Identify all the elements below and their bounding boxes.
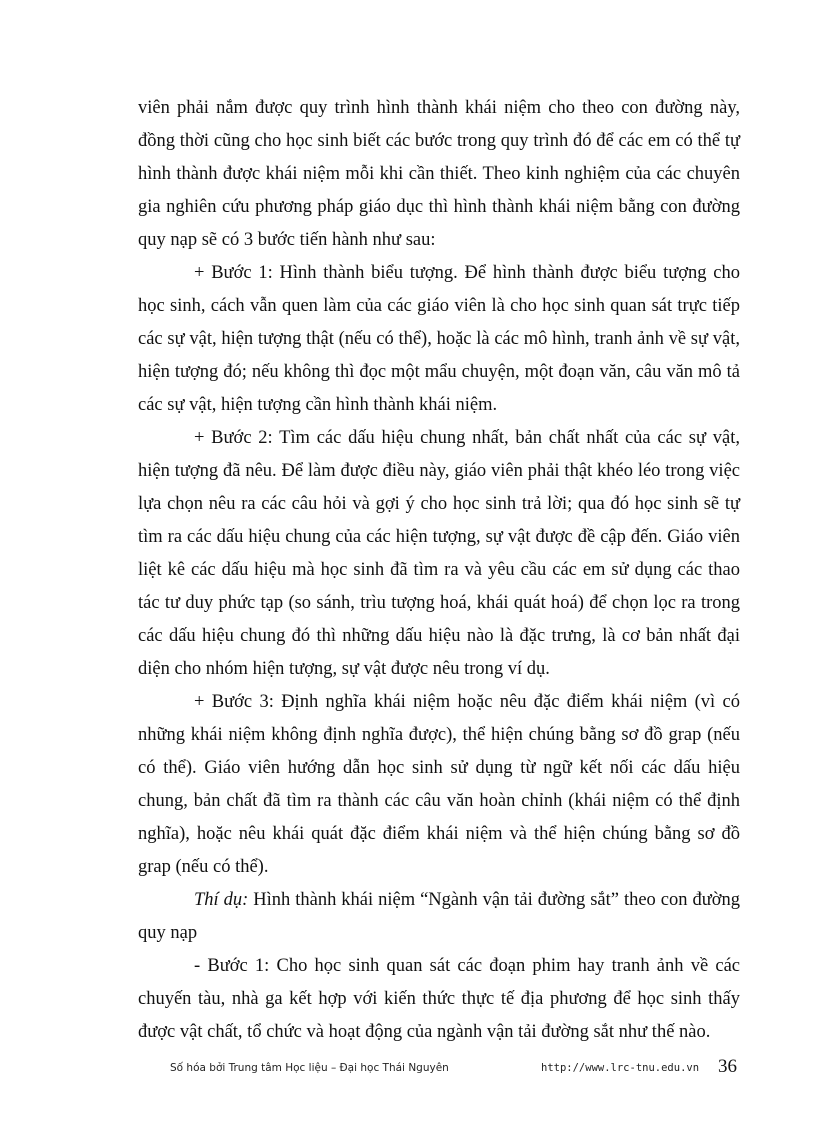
paragraph-example xyxy=(138,884,740,950)
body-text xyxy=(138,92,740,1049)
paragraph-intro: viên phải nắm được quy trình hình thành khái niệm cho theo con đường này, đồng thời cũng cho học sinh biết các bước trong quy trình đó để các em có thể tự hình thành được khái niệm mỗi khi cần thiết. Theo kinh nghiệm của các chuyên gia nghiên cứu phương pháp giáo dục thì hình thành khái niệm bằng con đường quy nạp sẽ có 3 bước tiến hành như sau: xyxy=(138,98,740,250)
page-number: 36 xyxy=(718,1056,737,1077)
example-text: Hình thành khái niệm “Ngành vận tải đường sắt” theo con đường quy nạp xyxy=(138,890,741,943)
footer-digitized-by: Số hóa bởi Trung tâm Học liệu – Đại học Thái Nguyên xyxy=(170,1062,449,1074)
paragraph-step-2: + Bước 2: Tìm các dấu hiệu chung nhất, bản chất nhất của các sự vật, hiện tượng đã nêu. Để làm được điều này, giáo viên phải thật khéo léo trong việc lựa chọn nêu ra các câu hỏi và gợi ý cho học sinh trả lời; qua đó học sinh sẽ tự tìm ra các dấu hiệu chung của các hiện tượng, sự vật được đề cập đến. Giáo viên liệt kê các dấu hiệu mà học sinh đã tìm ra và yêu cầu các em sử dụng các thao tác tư duy phức tạp (so sánh, trìu tượng hoá, khái quát hoá) để chọn lọc ra trong các dấu hiệu chung đó thì những dấu hiệu nào là đặc trưng, là cơ bản nhất đại diện cho nhóm hiện tượng, sự vật được nêu trong ví dụ. xyxy=(138,428,740,679)
example-label: Thí dụ: xyxy=(194,890,249,910)
paragraph-example-step-1: - Bước 1: Cho học sinh quan sát các đoạn phim hay tranh ảnh về các chuyến tàu, nhà ga kết hợp với kiến thức thực tế địa phương để học sinh thấy được vật chất, tổ chức và hoạt động của ngành vận tải đường sắt như thế nào. xyxy=(138,956,740,1042)
footer-url[interactable]: http://www.lrc-tnu.edu.vn xyxy=(541,1062,700,1074)
paragraph-step-3: + Bước 3: Định nghĩa khái niệm hoặc nêu đặc điểm khái niệm (vì có những khái niệm không định nghĩa được), thể hiện chúng bằng sơ đồ grap (nếu có thể). Giáo viên hướng dẫn học sinh sử dụng từ ngữ kết nối các dấu hiệu chung, bản chất đã tìm ra thành các câu văn hoàn chỉnh (khái niệm có thể định nghĩa), hoặc nêu khái quát đặc điểm khái niệm và thể hiện chúng bằng sơ đồ grap (nếu có thể). xyxy=(138,692,740,877)
paragraph-step-1: + Bước 1: Hình thành biểu tượng. Để hình thành được biểu tượng cho học sinh, cách vẫn quen làm của các giáo viên là cho học sinh quan sát trực tiếp các sự vật, hiện tượng thật (nếu có thể), hoặc là các mô hình, tranh ảnh về sự vật, hiện tượng đó; nếu không thì đọc một mẩu chuyện, một đoạn văn, câu văn mô tả các sự vật, hiện tượng cần hình thành khái niệm. xyxy=(138,263,740,415)
page-footer xyxy=(0,1058,816,1088)
